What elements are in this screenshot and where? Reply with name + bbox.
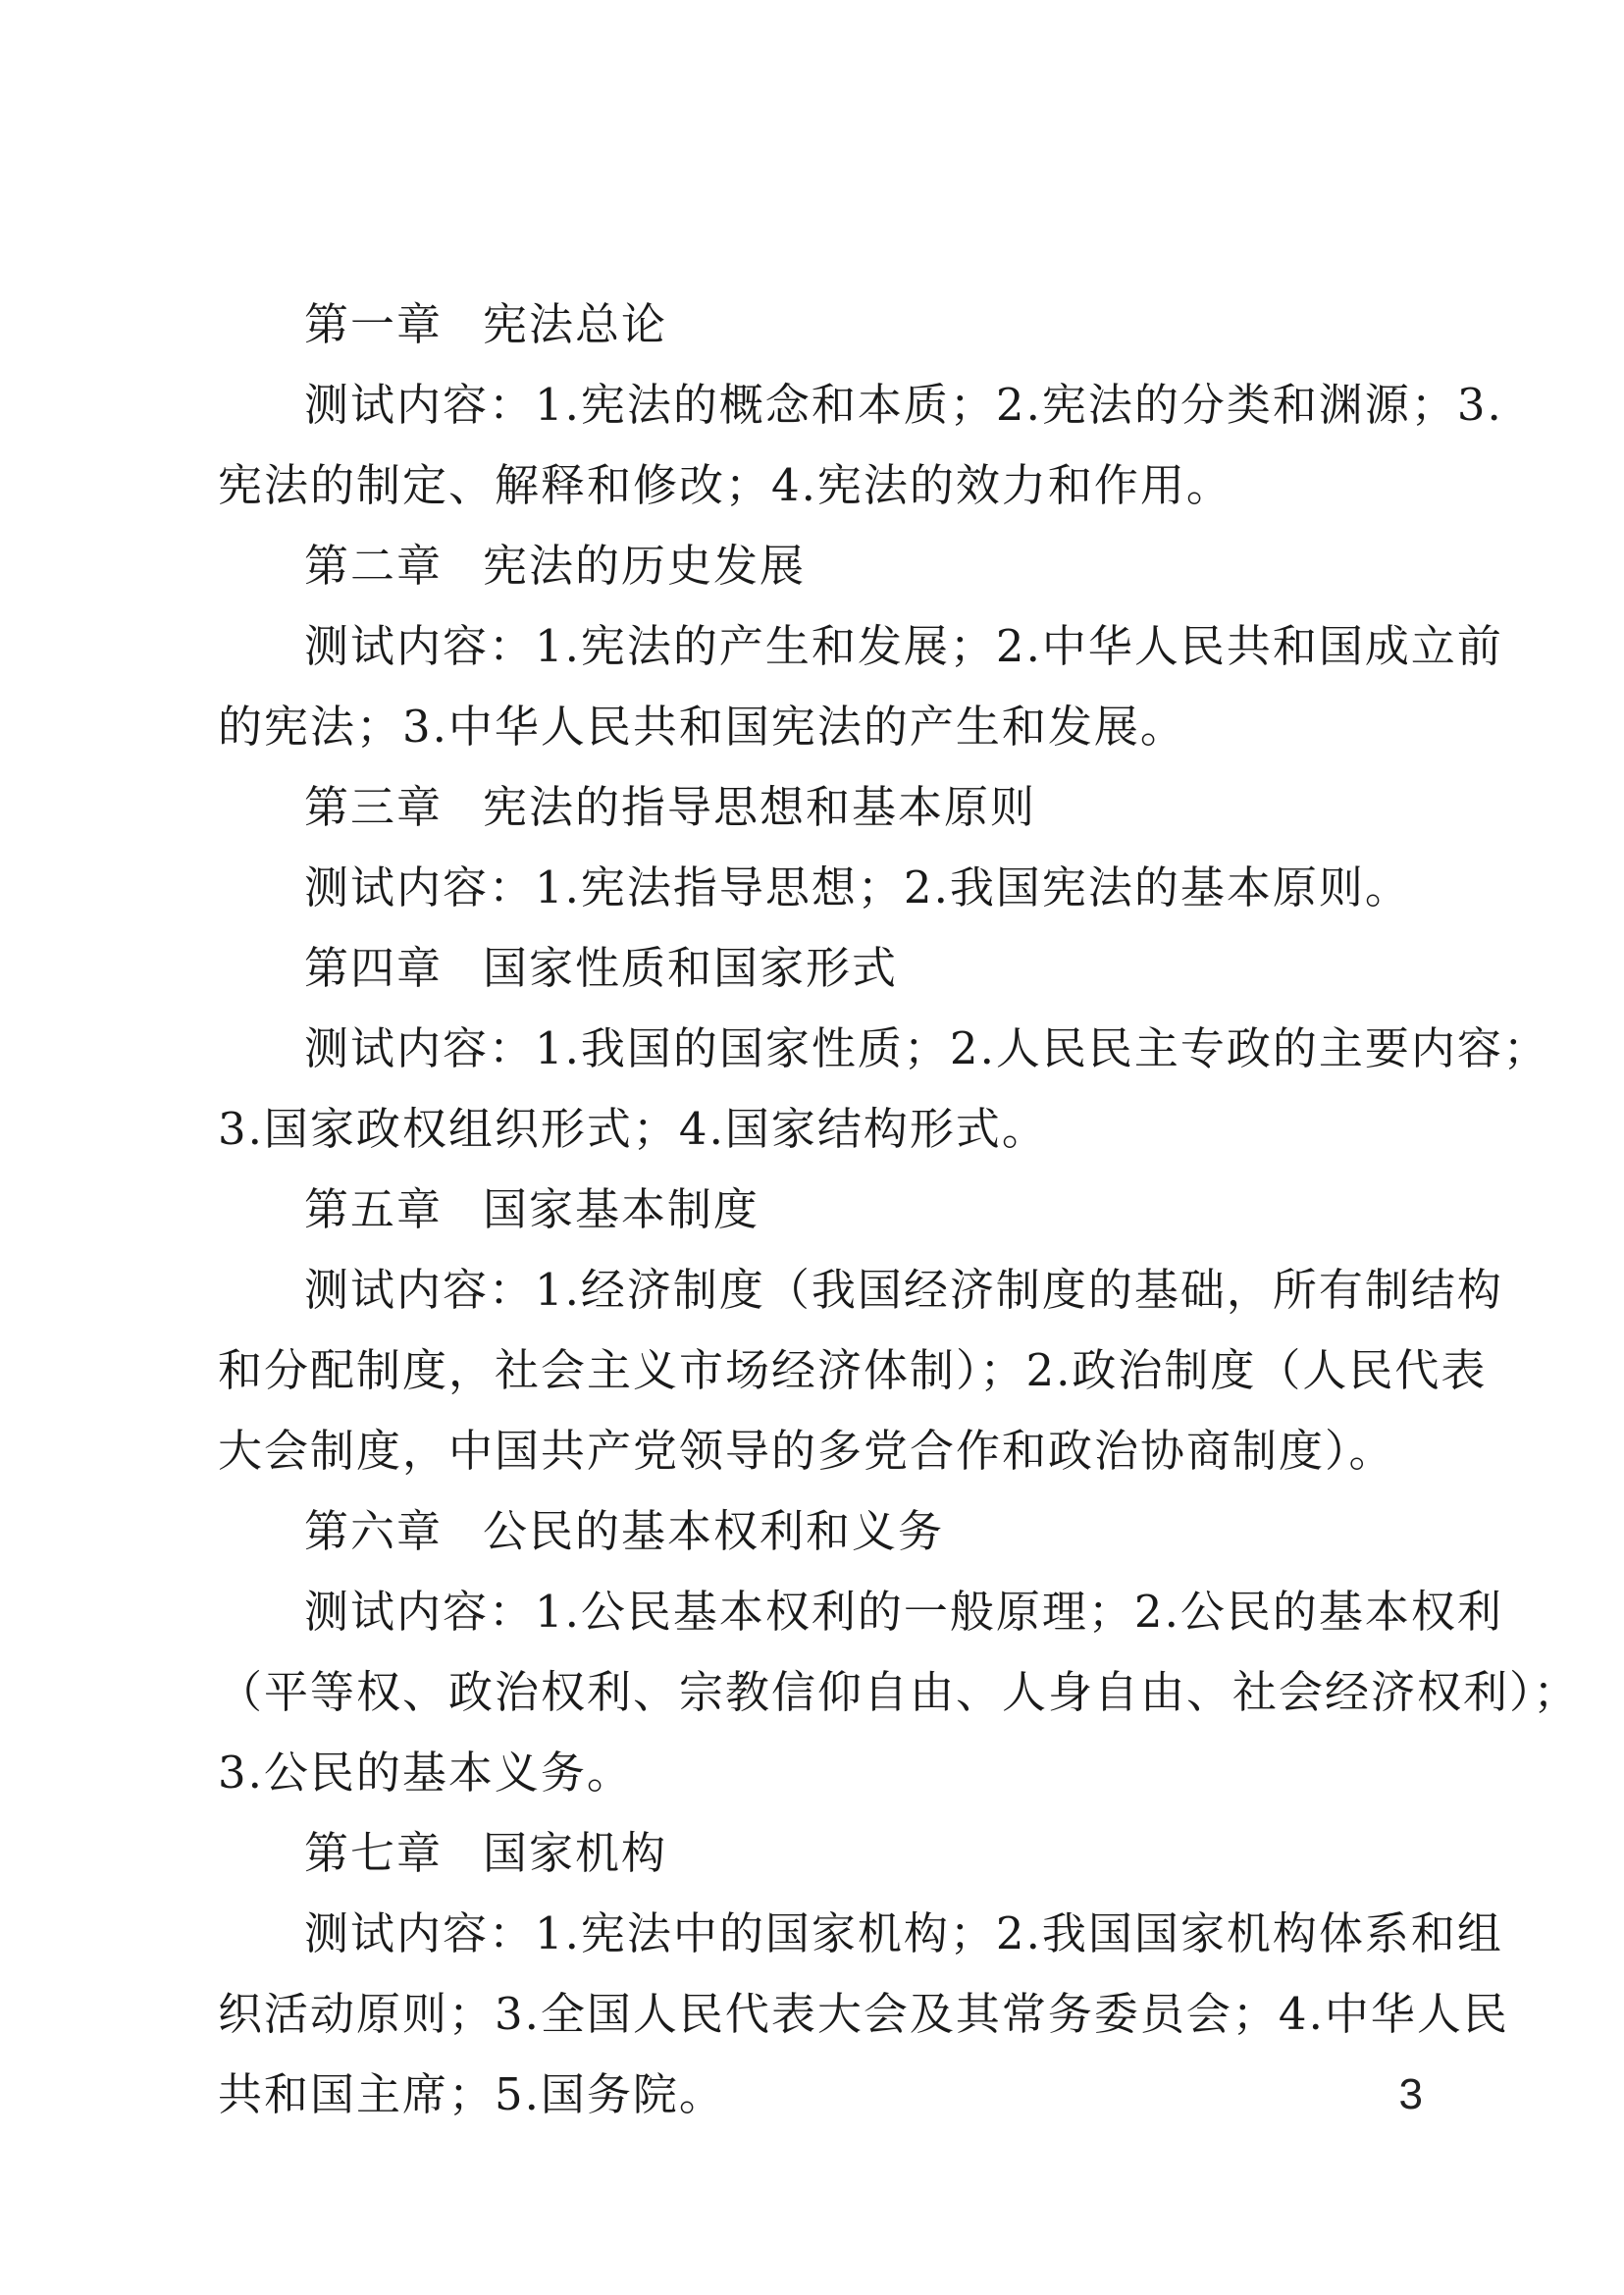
chapter-heading	[218, 767, 1413, 848]
chapter-title: 国家性质和国家形式	[483, 942, 899, 994]
chapter-heading	[218, 1491, 1413, 1572]
chapter-content-line: 测试内容：1.宪法中的国家机构；2.我国国家机构体系和组	[304, 1907, 1503, 1959]
chapter-content-line: 织活动原则；3.全国人民代表大会及其常务委员会；4.中华人民	[218, 1988, 1509, 2040]
chapter-number: 第一章	[304, 298, 444, 350]
chapter-title: 公民的基本权利和义务	[483, 1505, 945, 1557]
chapter-number: 第二章	[304, 540, 444, 592]
chapter-heading	[218, 928, 1413, 1009]
chapter-number: 第七章	[304, 1827, 444, 1879]
chapter-number: 第三章	[304, 781, 444, 833]
chapter-content-line: 3.国家政权组织形式；4.国家结构形式。	[218, 1103, 1048, 1155]
chapter-content-line: 测试内容：1.公民基本权利的一般原理；2.公民的基本权利	[304, 1586, 1503, 1638]
page-number: 3	[1398, 2070, 1423, 2118]
chapter-content-line: 测试内容：1.经济制度（我国经济制度的基础，所有制结构	[304, 1264, 1503, 1316]
chapter-heading	[218, 285, 1413, 365]
chapter-title: 国家基本制度	[483, 1183, 760, 1235]
chapter-content-line: 3.公民的基本义务。	[218, 1747, 633, 1799]
chapter-content-line: 宪法的制定、解释和修改；4.宪法的效力和作用。	[218, 459, 1232, 511]
chapter-title: 国家机构	[483, 1827, 668, 1879]
chapter-heading	[218, 1170, 1413, 1250]
chapter-title: 宪法的历史发展	[483, 540, 807, 592]
chapter-number: 第四章	[304, 942, 444, 994]
chapter-content-line: （平等权、政治权利、宗教信仰自由、人身自由、社会经济权利）；	[218, 1666, 1580, 1718]
chapter-content-line: 测试内容：1.我国的国家性质；2.人民民主专政的主要内容；	[304, 1022, 1549, 1074]
chapter-heading	[218, 526, 1413, 606]
chapter-title: 宪法的指导思想和基本原则	[483, 781, 1037, 833]
document-body	[218, 285, 1580, 2135]
chapter-number: 第五章	[304, 1183, 444, 1235]
chapter-number: 第六章	[304, 1505, 444, 1557]
chapter-content-line: 大会制度，中国共产党领导的多党合作和政治协商制度）。	[218, 1425, 1395, 1477]
chapter-title: 宪法总论	[483, 298, 668, 350]
chapter-content-line: 测试内容：1.宪法的产生和发展；2.中华人民共和国成立前	[304, 620, 1503, 672]
chapter-content-line: 的宪法；3.中华人民共和国宪法的产生和发展。	[218, 701, 1186, 753]
chapter-content-line: 共和国主席；5.国务院。	[218, 2068, 725, 2120]
chapter-heading	[218, 1813, 1413, 1894]
chapter-content-line: 测试内容：1.宪法指导思想；2.我国宪法的基本原则。	[304, 861, 1411, 913]
chapter-content-line: 和分配制度，社会主义市场经济体制）；2.政治制度（人民代表	[218, 1344, 1488, 1396]
chapter-content-line: 测试内容：1.宪法的概念和本质；2.宪法的分类和渊源；3.	[304, 379, 1503, 431]
